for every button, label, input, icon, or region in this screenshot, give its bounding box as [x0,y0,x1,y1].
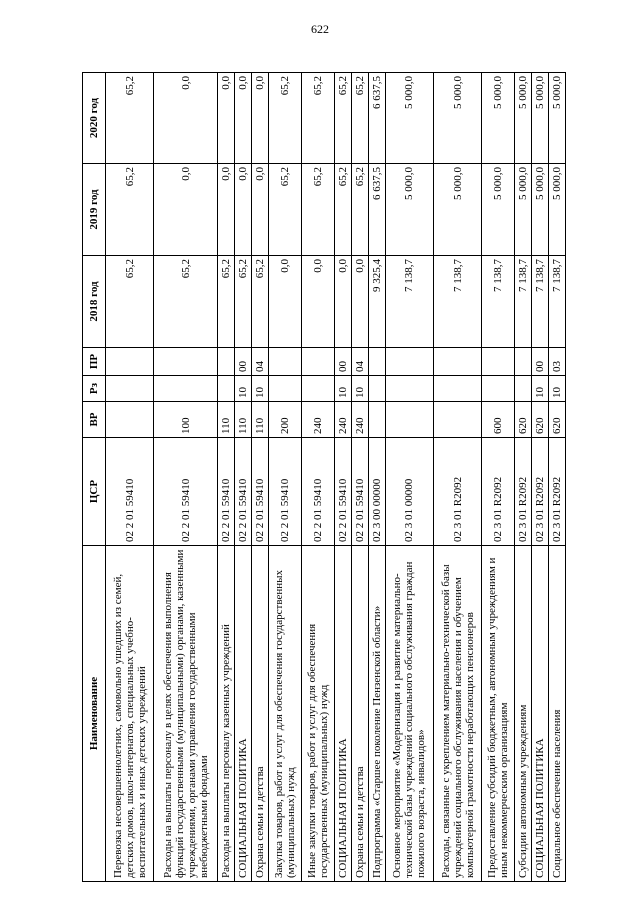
cell-name: Перевозка несовершеннолетних, самовольно ушедших из семей, детских домов, школ-интернатов, специальных учебно-воспитательных и иных детских учреждений [106,546,154,882]
cell-csr: 02 2 01 59410 [351,438,368,546]
cell-rz [482,376,515,402]
cell-2020: 5 000,0 [548,73,565,164]
cell-2018: 0,0 [269,256,302,348]
header-2018: 2018 год [83,256,106,348]
table-body [106,73,566,882]
cell-2020: 0,0 [218,73,235,164]
table-row [548,73,565,882]
table-row [235,73,252,882]
table-row [106,73,154,882]
cell-csr: 02 3 00 00000 [368,438,385,546]
cell-name: Субсидии автономным учреждениям [514,546,531,882]
cell-vr: 240 [351,402,368,438]
cell-rz: 10 [235,376,252,402]
cell-vr: 100 [154,402,218,438]
table-row [531,73,548,882]
cell-vr: 110 [252,402,269,438]
cell-vr [385,402,433,438]
cell-2019: 65,2 [334,164,351,256]
cell-vr: 240 [301,402,334,438]
cell-2018: 7 138,7 [531,256,548,348]
cell-name: СОЦИАЛЬНАЯ ПОЛИТИКА [531,546,548,882]
cell-vr: 110 [235,402,252,438]
cell-2020: 5 000,0 [385,73,433,164]
cell-2019: 65,2 [301,164,334,256]
cell-name: Подпрограмма «Старшее поколение Пензенской области» [368,546,385,882]
header-vr: ВР [83,402,106,438]
cell-vr [433,402,481,438]
cell-2019: 65,2 [269,164,302,256]
cell-rz [514,376,531,402]
rotated-table-container [82,73,566,882]
budget-table [82,72,566,882]
cell-pr [301,348,334,376]
cell-2020: 65,2 [334,73,351,164]
cell-2018: 65,2 [252,256,269,348]
page-number: 622 [311,22,329,36]
header-2020: 2020 год [83,73,106,164]
cell-csr: 02 2 01 59410 [106,438,154,546]
header-name: Наименование [83,546,106,882]
cell-name: Социальное обеспечение населения [548,546,565,882]
cell-2018: 7 138,7 [385,256,433,348]
cell-2020: 65,2 [301,73,334,164]
cell-name: Расходы на выплаты персоналу в целях обеспечения выполнения функций государственными (муниципальными) органами, казенными учреждениями, органами управления государственными внебюджетными фондами [154,546,218,882]
table-row [252,73,269,882]
cell-rz: 10 [252,376,269,402]
cell-vr: 110 [218,402,235,438]
table-row [269,73,302,882]
cell-pr [433,348,481,376]
header-2019: 2019 год [83,164,106,256]
cell-vr: 620 [514,402,531,438]
cell-2020: 5 000,0 [433,73,481,164]
cell-2020: 6 637,5 [368,73,385,164]
cell-pr [482,348,515,376]
header-pr: ПР [83,348,106,376]
cell-name: СОЦИАЛЬНАЯ ПОЛИТИКА [334,546,351,882]
cell-csr: 02 3 01 R2092 [548,438,565,546]
cell-2018: 7 138,7 [548,256,565,348]
cell-pr: 00 [235,348,252,376]
cell-2019: 0,0 [252,164,269,256]
cell-2019: 6 637,5 [368,164,385,256]
cell-2020: 65,2 [351,73,368,164]
cell-2019: 5 000,0 [482,164,515,256]
cell-vr: 620 [548,402,565,438]
header-rz: Рз [83,376,106,402]
cell-2019: 5 000,0 [433,164,481,256]
table-row [218,73,235,882]
table-row [368,73,385,882]
table-row [433,73,481,882]
cell-pr: 04 [351,348,368,376]
cell-rz [368,376,385,402]
cell-name: СОЦИАЛЬНАЯ ПОЛИТИКА [235,546,252,882]
cell-2020: 65,2 [269,73,302,164]
cell-vr [106,402,154,438]
table-row [351,73,368,882]
cell-2019: 0,0 [235,164,252,256]
cell-2019: 0,0 [154,164,218,256]
cell-2020: 5 000,0 [482,73,515,164]
cell-rz: 10 [548,376,565,402]
cell-pr [514,348,531,376]
cell-csr: 02 3 01 R2092 [514,438,531,546]
cell-rz [106,376,154,402]
cell-2019: 65,2 [351,164,368,256]
header-csr: ЦСР [83,438,106,546]
cell-2018: 7 138,7 [514,256,531,348]
header-row [83,73,106,882]
cell-csr: 02 2 01 59410 [301,438,334,546]
cell-vr: 600 [482,402,515,438]
cell-pr: 03 [548,348,565,376]
cell-pr [368,348,385,376]
cell-vr: 200 [269,402,302,438]
cell-name: Расходы на выплаты персоналу казенных учреждений [218,546,235,882]
cell-2019: 5 000,0 [548,164,565,256]
cell-2018: 0,0 [334,256,351,348]
cell-rz: 10 [531,376,548,402]
table-row [514,73,531,882]
cell-2018: 7 138,7 [482,256,515,348]
cell-pr: 00 [334,348,351,376]
cell-vr [368,402,385,438]
cell-2019: 65,2 [106,164,154,256]
cell-2018: 7 138,7 [433,256,481,348]
cell-pr [269,348,302,376]
cell-rz: 10 [351,376,368,402]
cell-2020: 5 000,0 [531,73,548,164]
cell-csr: 02 2 01 59410 [269,438,302,546]
cell-rz [385,376,433,402]
cell-2020: 0,0 [252,73,269,164]
cell-pr: 04 [252,348,269,376]
cell-rz [218,376,235,402]
cell-vr: 620 [531,402,548,438]
cell-2020: 0,0 [235,73,252,164]
cell-vr: 240 [334,402,351,438]
cell-2019: 5 000,0 [385,164,433,256]
cell-rz [301,376,334,402]
cell-csr: 02 3 01 00000 [385,438,433,546]
cell-pr: 00 [531,348,548,376]
cell-csr: 02 3 01 R2092 [531,438,548,546]
cell-csr: 02 2 01 59410 [252,438,269,546]
cell-2019: 5 000,0 [514,164,531,256]
cell-2020: 65,2 [106,73,154,164]
cell-name: Предоставление субсидий бюджетным, автономным учреждениям и иным некоммерческим организациям [482,546,515,882]
cell-csr: 02 3 01 R2092 [482,438,515,546]
table-row [482,73,515,882]
cell-pr [218,348,235,376]
cell-2019: 0,0 [218,164,235,256]
table-row [154,73,218,882]
cell-name: Основное мероприятие «Модернизация и развитие материально-технической базы учреждений социального обслуживания граждан пожилого возраста, инвалидов» [385,546,433,882]
cell-rz [269,376,302,402]
cell-name: Иные закупки товаров, работ и услуг для обеспечения государственных (муниципальных) нужд [301,546,334,882]
cell-2018: 65,2 [218,256,235,348]
cell-2018: 0,0 [301,256,334,348]
cell-2018: 9 325,4 [368,256,385,348]
cell-pr [385,348,433,376]
cell-2020: 0,0 [154,73,218,164]
cell-name: Охрана семьи и детства [351,546,368,882]
table-row [334,73,351,882]
cell-csr: 02 3 01 R2092 [433,438,481,546]
cell-2019: 5 000,0 [531,164,548,256]
table-row [385,73,433,882]
cell-rz: 10 [334,376,351,402]
cell-csr: 02 2 01 59410 [235,438,252,546]
cell-2020: 5 000,0 [514,73,531,164]
cell-pr [106,348,154,376]
cell-rz [433,376,481,402]
cell-rz [154,376,218,402]
cell-csr: 02 2 01 59410 [218,438,235,546]
cell-2018: 65,2 [154,256,218,348]
cell-csr: 02 2 01 59410 [334,438,351,546]
cell-pr [154,348,218,376]
cell-2018: 65,2 [235,256,252,348]
cell-name: Закупка товаров, работ и услуг для обеспечения государственных (муниципальных) нужд [269,546,302,882]
cell-2018: 65,2 [106,256,154,348]
cell-csr: 02 2 01 59410 [154,438,218,546]
table-row [301,73,334,882]
cell-name: Охрана семьи и детства [252,546,269,882]
cell-2018: 0,0 [351,256,368,348]
cell-name: Расходы, связанные с укреплением материально-технической базы учреждений социального обслуживания населения и обучением компьютерной грамотности неработающих пенсионеров [433,546,481,882]
